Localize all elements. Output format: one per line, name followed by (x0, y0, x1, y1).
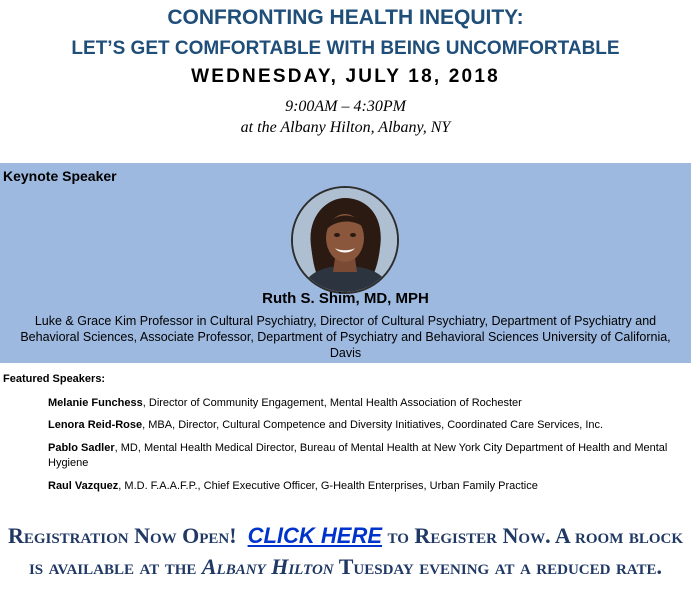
speaker-detail: , MBA, Director, Cultural Competence and Diversity Initiatives, Coordinated Care Services, Inc. (142, 419, 604, 431)
featured-speaker (48, 441, 688, 471)
registration-prefix: Registration Now Open! (7, 523, 237, 548)
speaker-detail: , MD, Mental Health Medical Director, Bureau of Mental Health at New York City Department of Health and Mental Hygiene (48, 442, 668, 469)
registration-hotel: Albany Hilton (201, 554, 334, 579)
event-title: CONFRONTING HEALTH INEQUITY: (167, 6, 524, 29)
featured-speaker (48, 418, 688, 433)
event-subtitle: LET’S GET COMFORTABLE WITH BEING UNCOMFORTABLE (71, 38, 620, 59)
speaker-name: Pablo Sadler (48, 442, 115, 454)
register-link[interactable]: CLICK HERE (247, 523, 383, 548)
keynote-section (0, 163, 691, 363)
event-date: WEDNESDAY, JULY 18, 2018 (191, 66, 500, 87)
featured-speaker (48, 479, 688, 494)
speaker-portrait-icon (291, 186, 399, 294)
speaker-detail: , Director of Community Engagement, Mental Health Association of Rochester (142, 397, 522, 409)
featured-speakers-heading: Featured Speakers: (3, 373, 106, 385)
speaker-name: Lenora Reid-Rose (48, 419, 143, 431)
registration-middle: to Register Now. A room block is available at the (28, 523, 684, 579)
event-venue: at the Albany Hilton, Albany, NY (240, 119, 451, 136)
featured-speakers-list (48, 396, 688, 494)
keynote-speaker-name: Ruth S. Shim, MD, MPH (262, 290, 429, 307)
speaker-name: Melanie Funchess (48, 397, 143, 409)
featured-speaker (48, 396, 688, 411)
registration-suffix: Tuesday evening at a reduced rate. (338, 554, 663, 579)
event-time: 9:00AM – 4:30PM (285, 98, 406, 115)
speaker-name: Raul Vazquez (48, 480, 119, 492)
registration-notice (0, 520, 691, 582)
speaker-detail: , M.D. F.A.A.F.P., Chief Executive Officer, G-Health Enterprises, Urban Family Practice (118, 480, 538, 492)
portrait-illustration (293, 188, 397, 292)
keynote-speaker-title: Luke & Grace Kim Professor in Cultural Psychiatry, Director of Cultural Psychiatry, Department of Psychiatry and Behavioral Sciences, Associate Professor, Department of Psychiatry and Behavioral Sciences University of California, Davis (20, 314, 671, 360)
keynote-heading: Keynote Speaker (3, 168, 117, 184)
